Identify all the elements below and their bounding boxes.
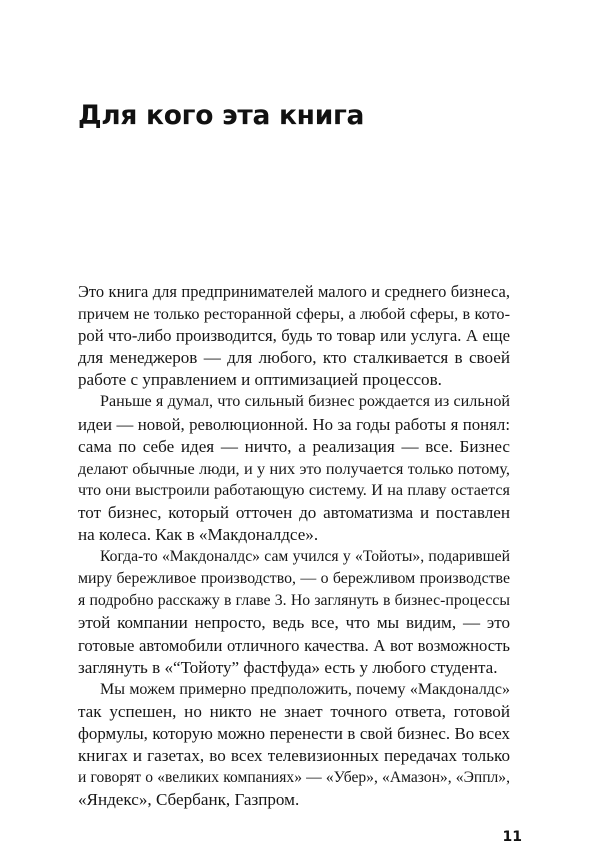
text-line: формулы, которую можно перенести в свой бизнес. Во всех [78,723,510,743]
paragraph-4 [78,679,510,812]
paragraph-3 [78,546,510,679]
paragraph-1 [78,281,510,391]
text-line: сама по себе идея — ничто, а реализация — все. Бизнес [78,436,510,456]
text-line: так успешен, но никто не знает точного ответа, готовой [78,701,510,721]
text-line: причем не только ресторанной сферы, а любой сферы, в кото- [78,304,510,324]
page-number: 11 [502,829,522,845]
text-line: готовые автомобили отличного качества. А вот возможность [78,635,510,655]
text-line: для менеджеров — для любого, кто сталкивается в своей [78,348,510,368]
text-line: Мы можем примерно предположить, почему «Макдоналдс» [100,680,510,698]
text-line: «Яндекс», Сбербанк, Газпром. [78,790,300,810]
text-line: Раньше я думал, что сильный бизнес рождается из сильной [100,393,510,411]
text-line: и говорят о «великих компаниях» — «Убер», «Амазон», «Эппл», [78,769,510,787]
text-line: делают обычные люди, и у них это получается только потому, [78,458,510,478]
text-line: я подробно расскажу в главе 3. Но заглянуть в бизнес-процессы [78,592,510,610]
text-line: идеи — новой, революционной. Но за годы работы я понял: [78,414,510,434]
text-line: тот бизнес, который отточен до автоматизма и поставлен [78,502,510,522]
text-line: книгах и газетах, во всех телевизионных передачах только [78,745,510,765]
body-text [78,281,510,811]
text-line: на колеса. Как в «Макдоналдсе». [78,525,319,545]
text-line: работе с управлением и оптимизацией процессов. [78,370,442,390]
text-line: этой компании непросто, ведь все, что мы видим, — это [78,613,510,633]
chapter-heading: Для кого эта книга [78,100,365,131]
text-line: рой что-либо производится, будь то товар или услуга. А еще [78,326,510,346]
text-line: Когда-то «Макдоналдс» сам учился у «Тойоты», подарившей [100,548,510,566]
text-line: Это книга для предпринимателей малого и среднего бизнеса, [78,282,510,301]
text-line: что они выстроили работающую систему. И на плаву остается [78,481,510,499]
text-line: миру бережливое производство, — о бережливом производстве [78,570,510,588]
text-line: заглянуть в «“Тойоту” фастфуда» есть у любого студента. [78,657,498,677]
paragraph-2 [78,391,510,546]
